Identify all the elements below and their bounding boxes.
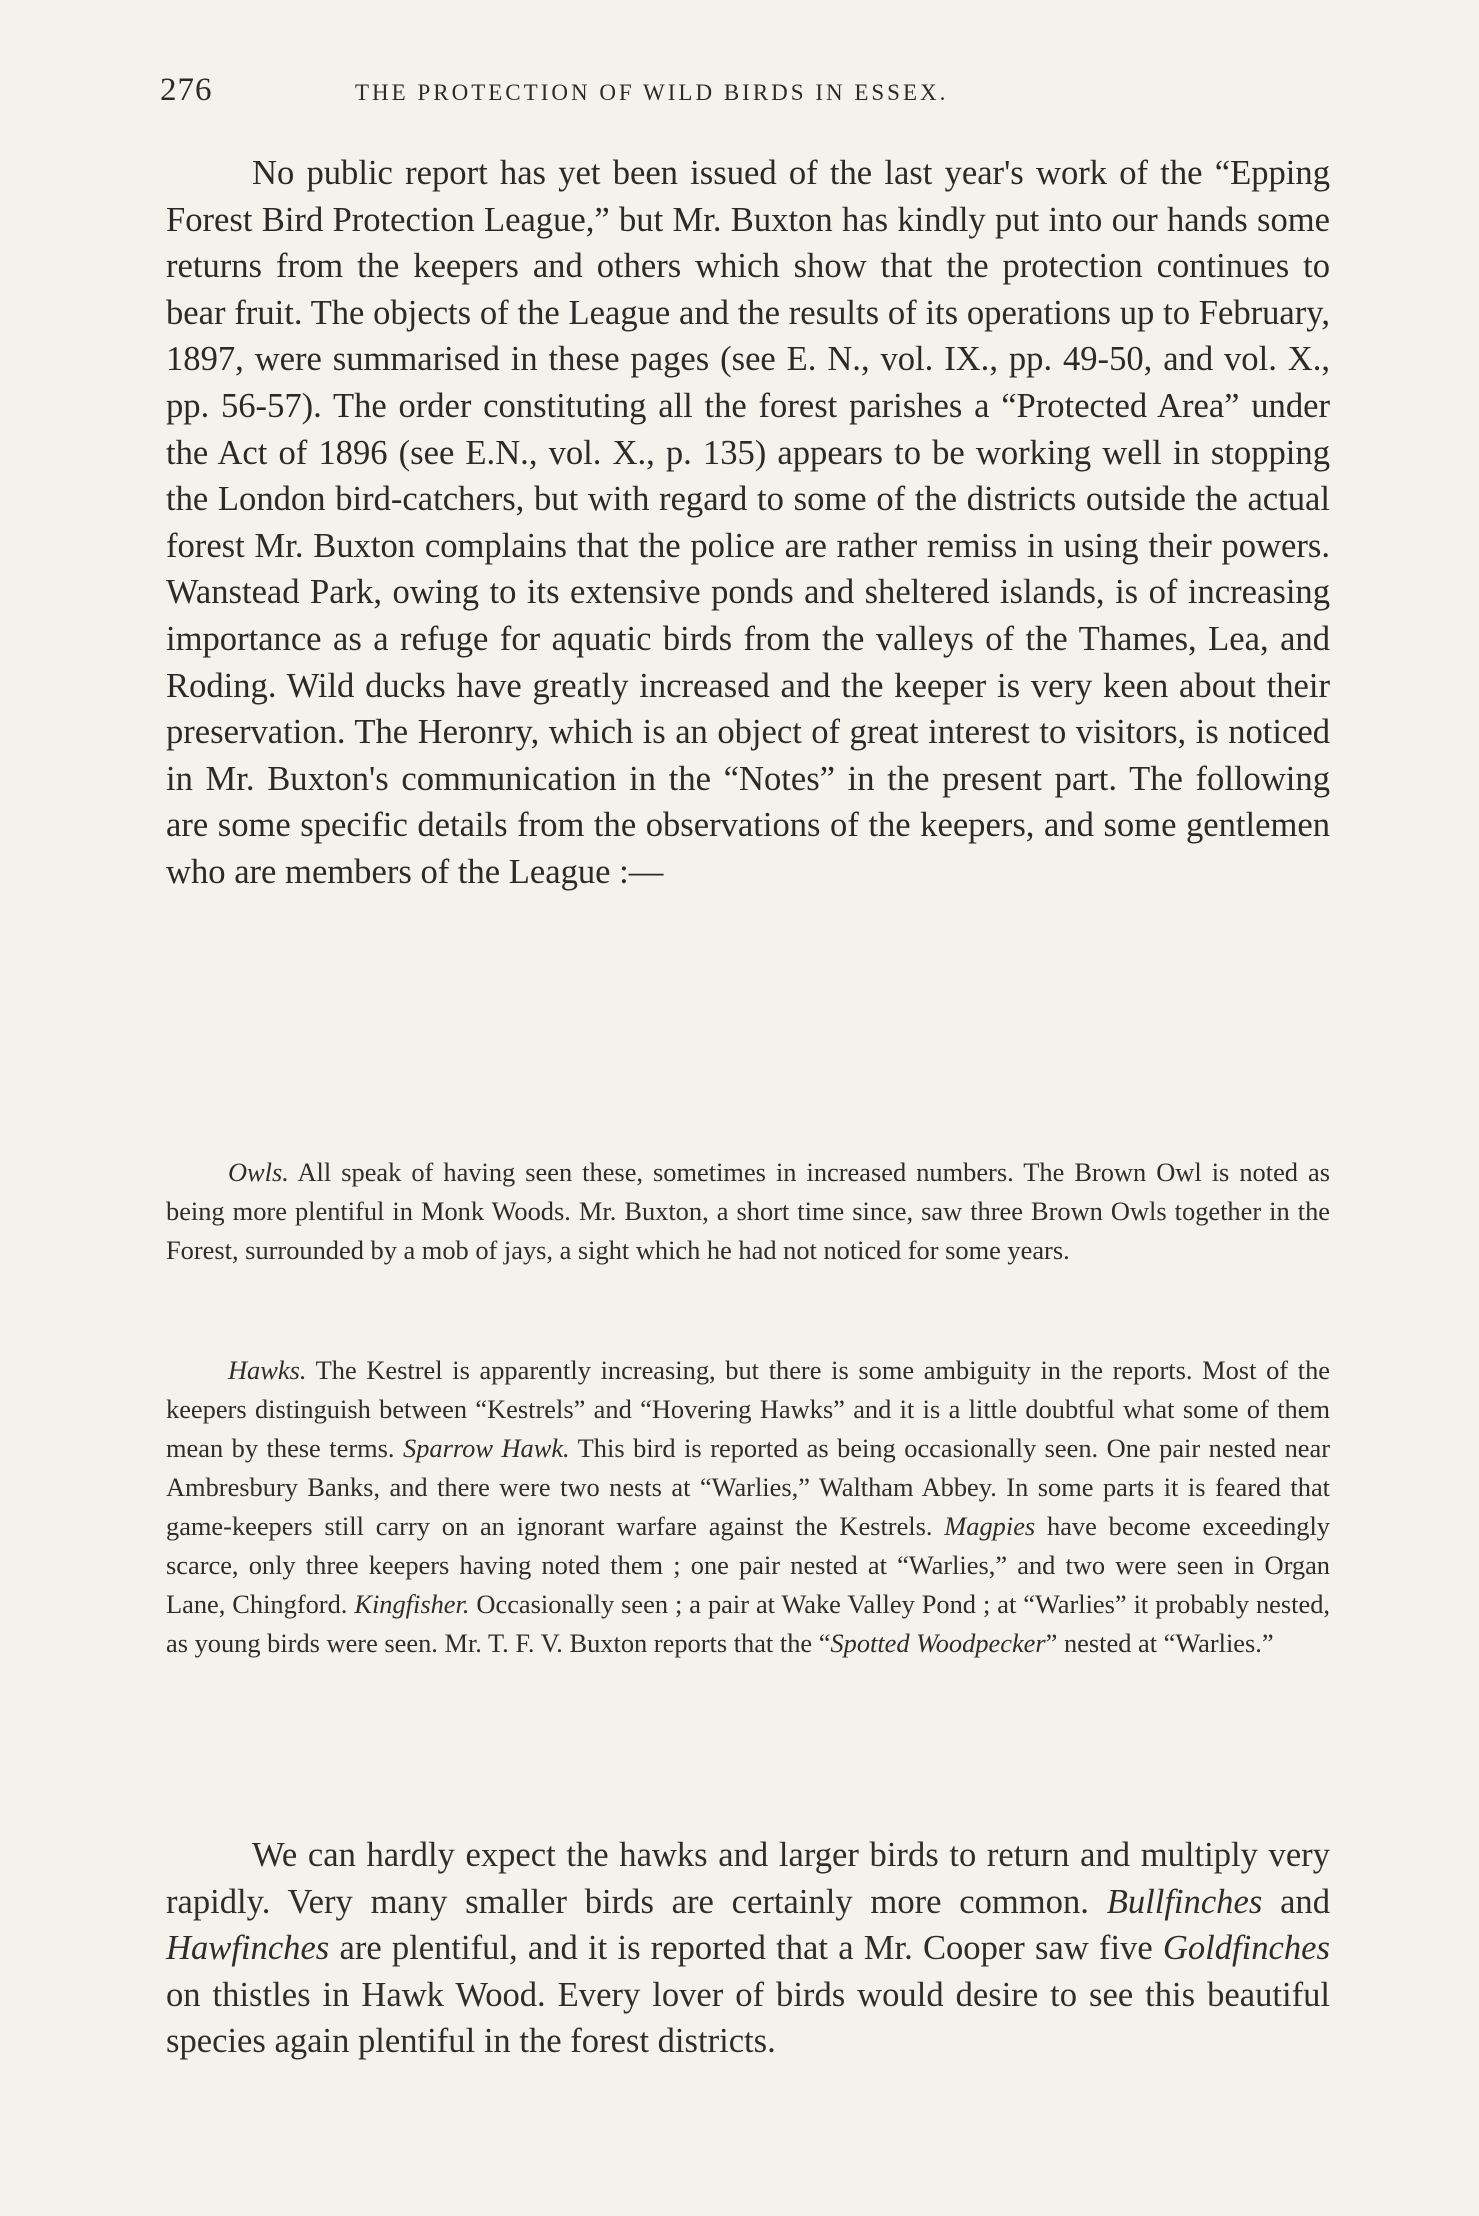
closing-text-4: on thistles in Hawk Wood. Every lover of birds would desire to see this beautiful species again plentiful in the forest districts. xyxy=(166,1975,1330,2061)
species-kingfisher: Kingfisher. xyxy=(354,1589,470,1619)
closing-text-3: are plentiful, and it is reported that a Mr. Cooper saw five xyxy=(329,1929,1163,1968)
species-hawfinches: Hawfinches xyxy=(166,1929,330,1968)
owls-paragraph xyxy=(166,1153,1330,1270)
species-bullfinches: Bullfinches xyxy=(1106,1882,1263,1921)
species-sparrow-hawk: Sparrow Hawk. xyxy=(403,1433,570,1463)
hawks-text-3: have become exceedingly scarce, only three keepers having noted them ; one pair nested at “Warlies,” and two were seen in Organ Lane, Chingford. xyxy=(166,1511,1330,1619)
page-number: 276 xyxy=(160,72,213,108)
closing-text-2: and xyxy=(1262,1882,1330,1921)
intro-paragraph: No public report has yet been issued of the last year's work of the “Epping Forest Bird Protection League,” but Mr. Buxton has kindly put into our hands some returns from the keepers and others which show that the protection continues to bear fruit. The objects of the League and the results of its operations up to February, 1897, were summarised in these pages (see E. N., vol. IX., pp. 49-50, and vol. X., pp. 56-57). The order constituting all the forest parishes a “Protected Area” under the Act of 1896 (see E.N., vol. X., p. 135) appears to be working well in stopping the London bird-catchers, but with regard to some of the districts outside the actual forest Mr. Buxton complains that the police are rather remiss in using their powers. Wanstead Park, owing to its extensive ponds and sheltered islands, is of increasing importance as a refuge for aquatic birds from the valleys of the Thames, Lea, and Roding. Wild ducks have greatly increased and the keeper is very keen about their preservation. The Heronry, which is an object of great interest to visitors, is noticed in Mr. Buxton's communication in the “Notes” in the present part. The following are some specific details from the observations of the keepers, and some gentlemen who are members of the League :— xyxy=(166,154,1330,891)
owls-text: All speak of having seen these, sometimes in increased numbers. The Brown Owl is noted as being more plentiful in Monk Woods. Mr. Buxton, a short time since, saw three Brown Owls together in the Forest, surrounded by a mob of jays, a sight which he had not noticed for some years. xyxy=(166,1157,1330,1265)
species-spotted-woodpecker: Spotted Woodpecker xyxy=(830,1628,1046,1658)
closing-text-1: We can hardly expect the hawks and larger birds to return and multiply very rapidly. Very many smaller birds are certainly more common. xyxy=(166,1836,1330,1921)
species-magpies: Magpies xyxy=(944,1511,1036,1541)
running-title: THE PROTECTION OF WILD BIRDS IN ESSEX. xyxy=(355,80,949,105)
owls-heading: Owls. xyxy=(228,1157,289,1187)
hawks-text-4: Occasionally seen ; a pair at Wake Valley Pond ; at “Warlies” it probably nested, as young birds were seen. Mr. T. F. V. Buxton reports that the “ xyxy=(166,1589,1330,1658)
hawks-text-1: The Kestrel is apparently increasing, but there is some ambiguity in the reports. Most of the keepers distinguish between “Kestrels” and “Hovering Hawks” and it is a little doubtful what some of them mean by these terms. xyxy=(166,1355,1330,1463)
species-goldfinches: Goldfinches xyxy=(1162,1929,1330,1968)
page-header xyxy=(160,72,1330,116)
closing-paragraph xyxy=(166,1832,1330,2065)
hawks-heading: Hawks. xyxy=(228,1355,307,1385)
hawks-text-5: ” nested at “Warlies.” xyxy=(1045,1628,1274,1658)
hawks-text-2: This bird is reported as being occasionally seen. One pair nested near Ambresbury Banks, and there were two nests at “Warlies,” Waltham Abbey. In some parts it is feared that game-keepers still carry on an ignorant warfare against the Kestrels. xyxy=(166,1433,1330,1541)
hawks-paragraph xyxy=(166,1351,1330,1663)
